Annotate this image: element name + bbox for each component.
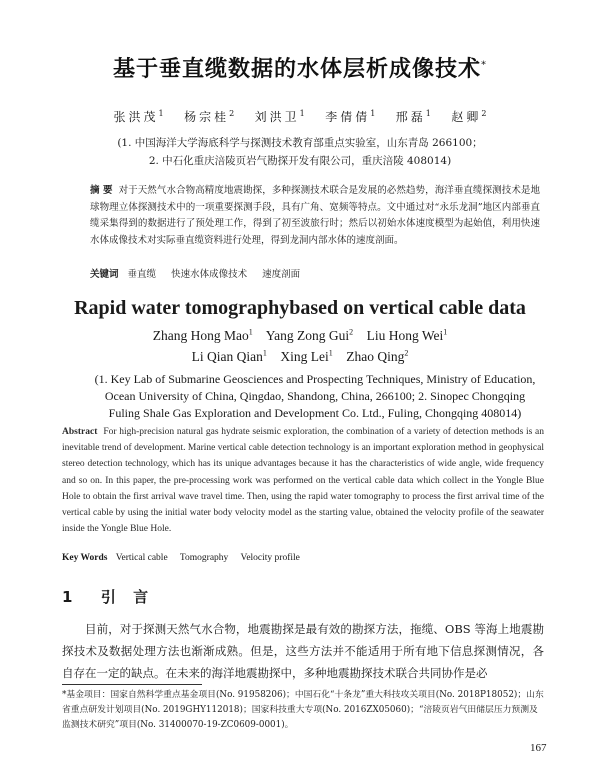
chinese-keywords-label: 关键词: [90, 269, 119, 280]
chinese-title: [0, 52, 600, 83]
keyword: Tomography: [179, 553, 229, 563]
chinese-abstract: [90, 183, 540, 249]
english-abstract: [62, 424, 544, 537]
footnote-rule: [62, 684, 202, 685]
author: 杨宗桂$^2$: [184, 109, 235, 124]
author: 张洪茂$^1$: [113, 109, 164, 124]
english-authors-line-1: [0, 327, 600, 344]
author: Xing Lei$^1$: [280, 348, 333, 364]
keyword: 垂直缆: [127, 269, 157, 280]
author: Liu Hong Wei$^1$: [366, 327, 448, 343]
author: Li Qian Qian$^1$: [191, 348, 267, 364]
chinese-title-text: 基于垂直缆数据的水体层析成像技术: [112, 57, 481, 82]
english-abstract-label: Abstract: [62, 427, 98, 437]
english-abstract-text: For high-precision natural gas hydrate seismic exploration, the combination of a variety of detection methods is an inevitable trend of development. Marine vertical cable detection technology is an important exploration method in geophysical stereo detection technology, which has its unique advantages because it has the characteristics of wide angle, wide frequency and so on. In this paper, the pre-processing work was performed on the vertical cable data which collect in the Yongle Blue Hole to obtain the first arrival wave travel time. Then, using the rapid water tomography to process the first arrival time of the vertical cable by using the initial water body velocity model as the starting value, obtained the velocity profile of the seawater inside the Yongle Blue Hole.: [62, 427, 544, 535]
page-number: 167: [530, 742, 547, 754]
section-title: 引 言: [100, 588, 155, 606]
section-body: 目前，对于探测天然气水合物，地震勘探是最有效的勘探方法，拖缆、OBS 等海上地震勘探技术及数据处理方法也渐渐成熟。但是，这些方法并不能适用于所有地下信息探测情况，各自存在一定的缺点。在未来的海洋地震勘探中，多种地震勘探技术联合共同协作是必: [62, 622, 544, 680]
chinese-keywords: [90, 267, 540, 284]
keyword: 快速水体成像技术: [171, 269, 248, 280]
chinese-abstract-text: 对于天然气水合物高精度地震勘探，多种探测技术联合是发展的必然趋势，海洋垂直缆探测技术是地球物理立体探测技术中的一项重要探测手段，具有广角、宽频等特点。文中通过对“永乐龙洞”地区内部垂直缆采集得到的数据进行了预处理工作，得到了初至波旅行时；然后以初始水体速度模型为起始值，利用快速水体成像技术对实际垂直缆资料进行处理，得到龙洞内部水体的速度剖面。: [90, 185, 540, 246]
author: 邢磊$^1$: [395, 109, 431, 124]
english-keywords: [62, 553, 544, 563]
funding-footnote-mark: *: [481, 59, 487, 71]
author: Zhang Hong Mao$^1$: [152, 327, 253, 343]
section-number: 1: [62, 588, 79, 606]
chinese-affiliation-1: (1. 中国海洋大学海底科学与探测技术教育部重点实验室，山东青岛 266100；: [117, 137, 483, 149]
english-authors-line-2: [0, 348, 600, 365]
chinese-abstract-label: 摘 要: [90, 185, 113, 196]
english-affiliation: (1. Key Lab of Submarine Geosciences and Prospecting Techniques, Ministry of Education, Ocean University of China, Qingdao, Shandong, China, 266100; 2. Sinopec Chongqing Fuling Shale Gas Exploration and Development Co. Ltd., Fuling, Chongqing 408014): [94, 372, 536, 420]
chinese-authors: [0, 108, 600, 125]
funding-footnote: *基金项目：国家自然科学重点基金项目(No. 91958206)；中国石化“十条龙”重大科技攻关项目(No. 2018P18052)；山东省重点研发计划项目(No. 2019GHY112018)；国家科技重大专项(No. 2016ZX05060)；“涪陵页岩气田储层压力预测及监测技术研究”项目(No. 31400070-19-ZC0609-0001)。: [62, 690, 544, 730]
author: 赵卿$^2$: [451, 109, 487, 124]
author: 李倩倩$^1$: [325, 109, 376, 124]
english-keywords-label: Key Words: [62, 553, 108, 563]
english-title: Rapid water tomographybased on vertical cable data: [74, 297, 526, 319]
keyword: Vertical cable: [115, 553, 168, 563]
keyword: 速度剖面: [262, 269, 301, 280]
keyword: Velocity profile: [240, 553, 300, 563]
author: Yang Zong Gui$^2$: [265, 327, 354, 343]
author: 刘洪卫$^1$: [254, 109, 305, 124]
chinese-affiliation-2: 2. 中石化重庆涪陵页岩气勘探开发有限公司，重庆涪陵 408014): [148, 155, 452, 167]
author: Zhao Qing$^2$: [346, 348, 409, 364]
section-heading: [62, 586, 154, 607]
